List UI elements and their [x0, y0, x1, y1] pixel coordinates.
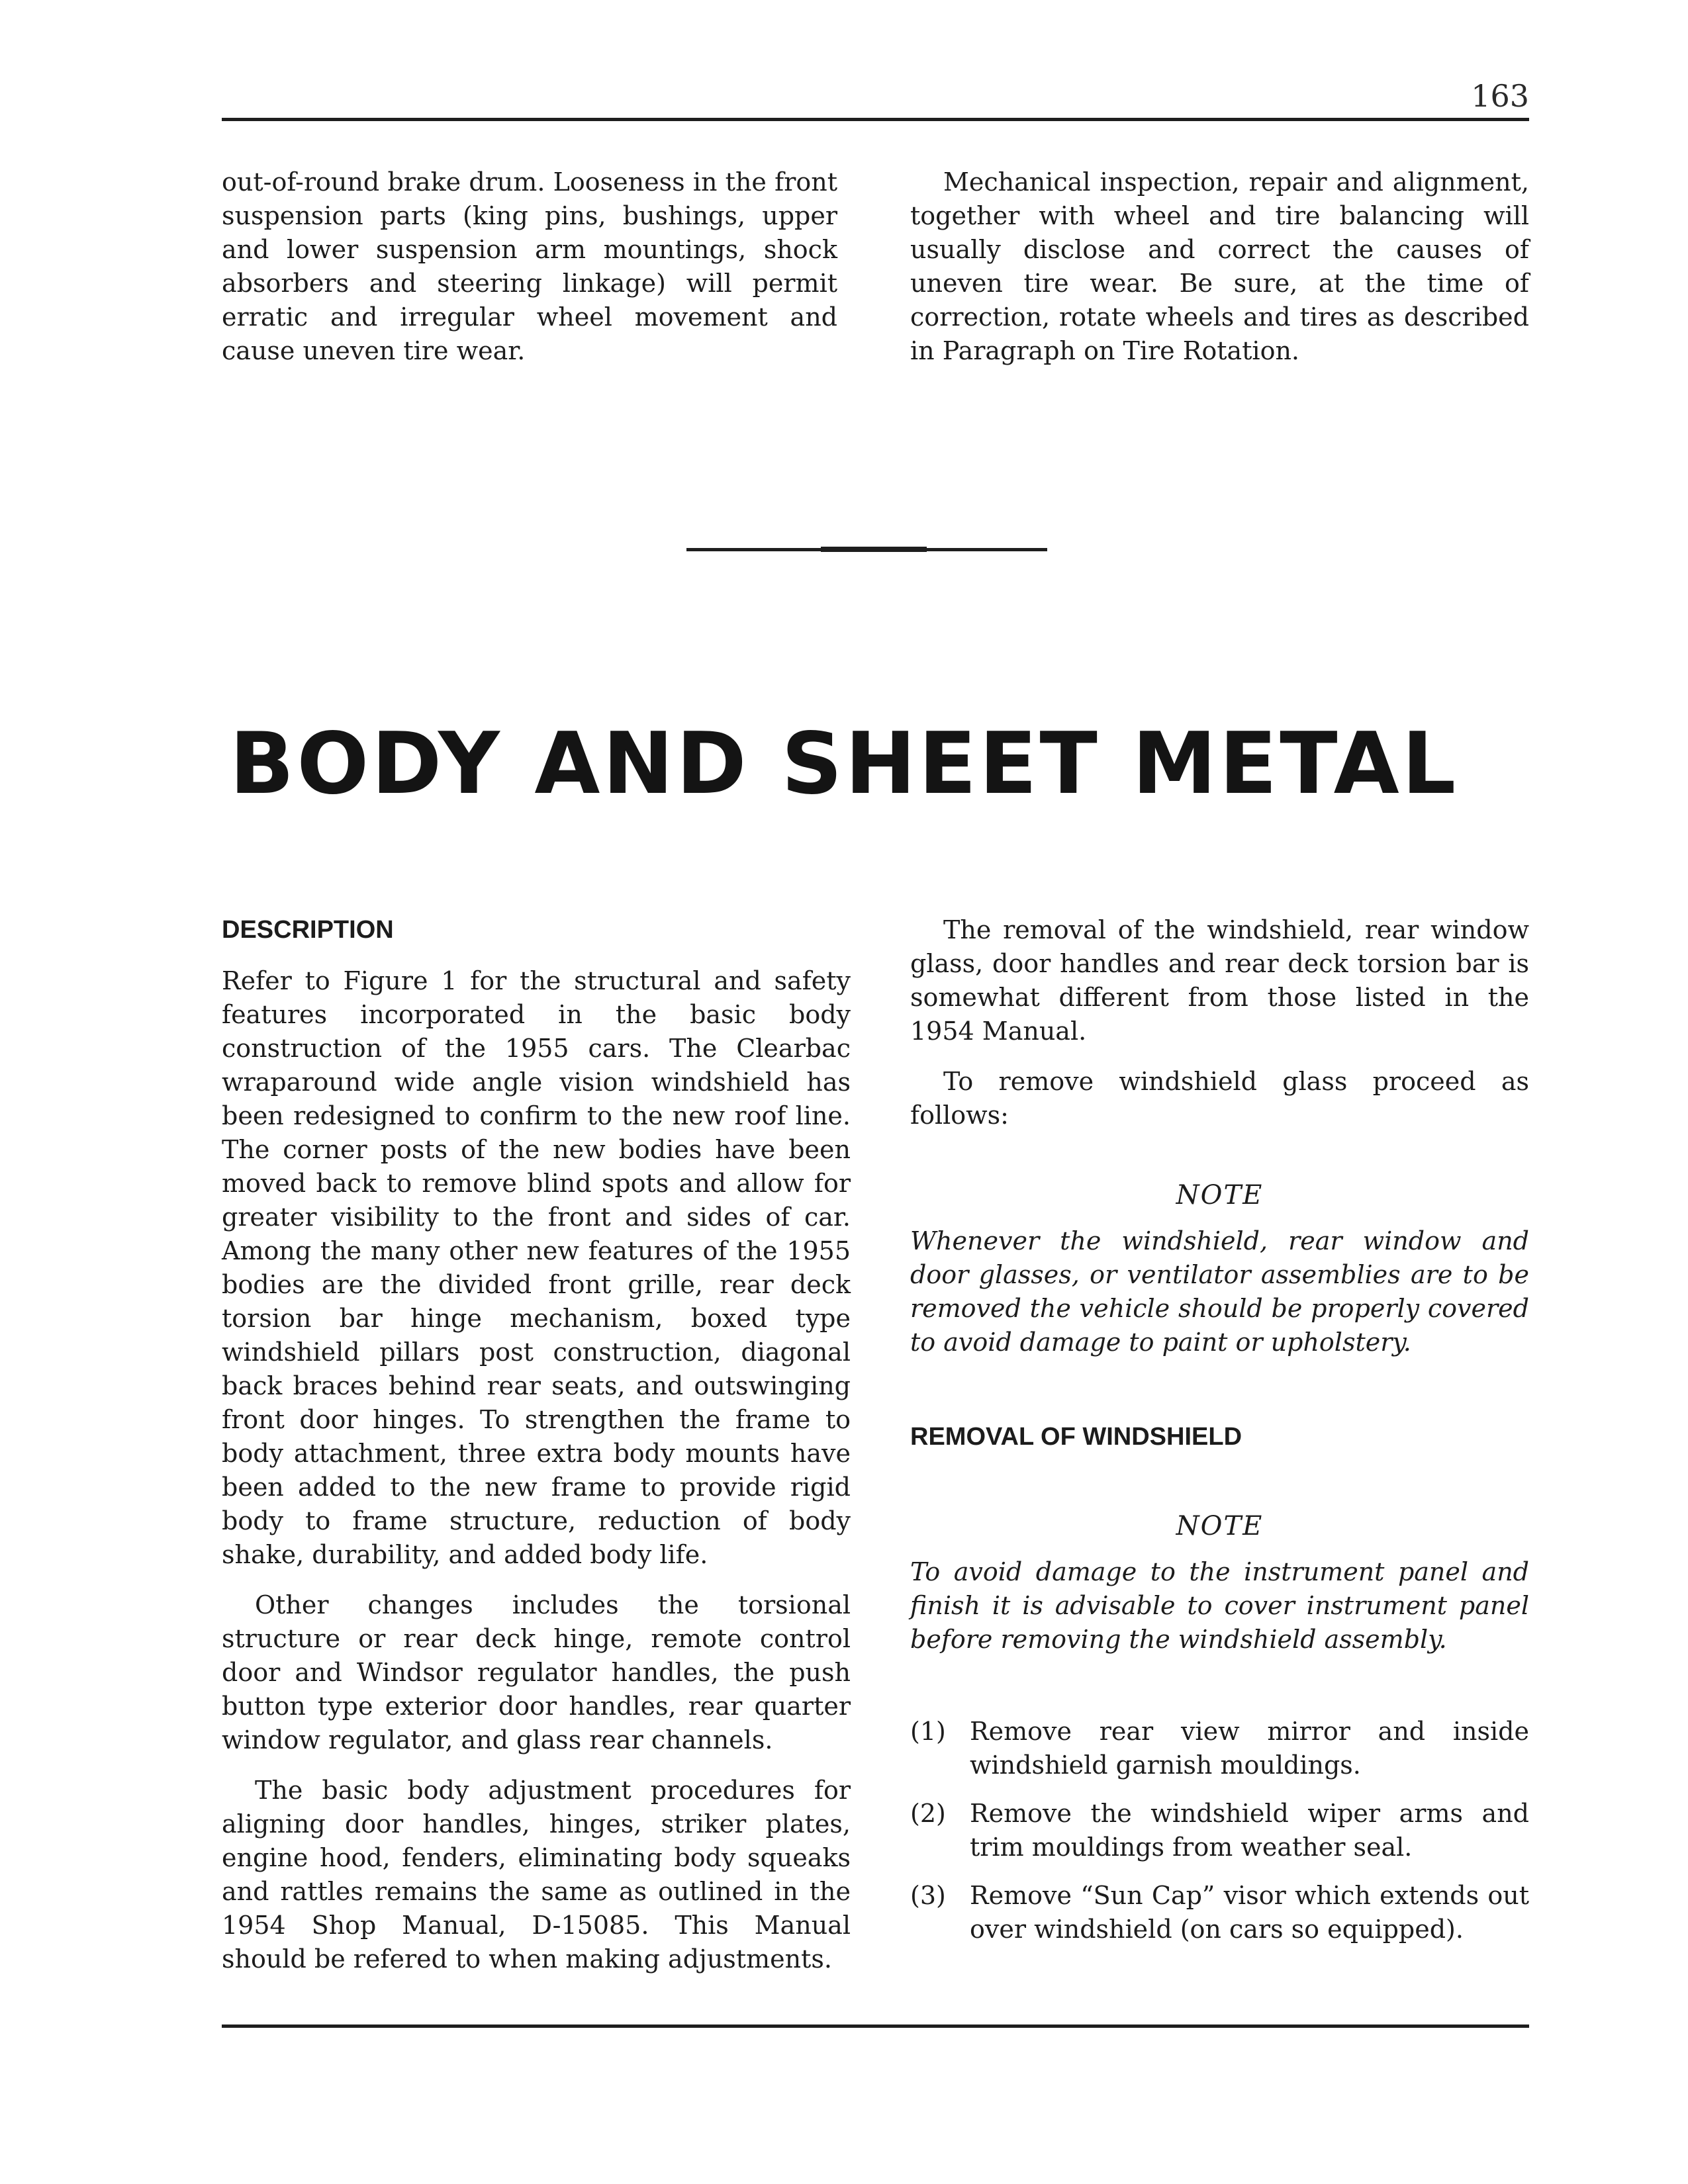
- note-body: To avoid damage to the instrument panel and finish it is advisable to cover instrument panel before removing the windshield assembly.: [910, 1557, 1529, 1654]
- top-right-column: [910, 165, 1529, 368]
- page-number: 163: [1471, 78, 1529, 114]
- top-left-paragraph: out-of-round brake drum. Looseness in the front suspension parts (king pins, bushings, upper and lower suspension arm mountings, shock absorbers and steering linkage) will permit erratic and irregular wheel movement and cause uneven tire wear.: [222, 167, 837, 365]
- footer-rule: [222, 2025, 1529, 2028]
- removal-column: [910, 913, 1529, 1946]
- intro-paragraph: The removal of the windshield, rear window glass, door handles and rear deck torsion bar is somewhat different from those listed in the 1954 Manual.: [910, 915, 1529, 1046]
- top-right-paragraph: Mechanical inspection, repair and alignment, together with wheel and tire balancing will usually disclose and correct the causes of uneven tire wear. Be sure, at the time of correction, rotate wheels and tires as described in Paragraph on Tire Rotation.: [910, 167, 1529, 365]
- step-number: (1): [910, 1717, 946, 1746]
- intro-paragraph: To remove windshield glass proceed as follows:: [910, 1067, 1529, 1130]
- list-item: [910, 1879, 1529, 1946]
- removal-steps: [910, 1715, 1529, 1946]
- description-paragraph: Other changes includes the torsional structure or rear deck hinge, remote control door and Windsor regulator handles, the push button type exterior door handles, rear quarter window regulator, and glass rear channels.: [222, 1590, 851, 1754]
- list-item: [910, 1797, 1529, 1864]
- note-title: NOTE: [1176, 1511, 1264, 1541]
- header-rule: [222, 118, 1529, 121]
- removal-heading: REMOVAL OF WINDSHIELD: [910, 1423, 1243, 1451]
- step-text: Remove “Sun Cap” visor which extends out over windshield (on cars so equipped).: [970, 1881, 1529, 1944]
- description-paragraph: The basic body adjustment procedures for aligning door handles, hinges, striker plates, engine hood, fenders, eliminating body squeaks and rattles remains the same as outlined in the 1954 Shop Manual, D-15085. This Manual should be refered to when making adjustments.: [222, 1776, 851, 1974]
- step-text: Remove the windshield wiper arms and trim mouldings from weather seal.: [970, 1799, 1529, 1862]
- note-title: NOTE: [1176, 1180, 1264, 1210]
- list-item: [910, 1715, 1529, 1782]
- step-number: (2): [910, 1799, 946, 1828]
- description-heading: DESCRIPTION: [222, 916, 394, 944]
- section-divider-accent: [821, 547, 927, 552]
- top-left-column: [222, 165, 837, 368]
- description-paragraph: Refer to Figure 1 for the structural and safety features incorporated in the basic body construction of the 1955 cars. The Clearbac wraparound wide angle vision windshield has been redesigned to confirm to the new roof line. The corner posts of the new bodies have been moved back to remove blind spots and allow for greater visibility to the front and sides of car. Among the many other new features of the 1955 bodies are the divided front grille, rear deck torsion bar hinge mechanism, boxed type windshield pillars post construction, diagonal back braces behind rear seats, and outswinging front door hinges. To strengthen the frame to body attachment, three extra body mounts have been added to the new frame to provide rigid body to frame structure, reduction of body shake, durability, and added body life.: [222, 966, 851, 1569]
- step-text: Remove rear view mirror and inside windshield garnish mouldings.: [970, 1717, 1529, 1780]
- section-title: BODY AND SHEET METAL: [229, 715, 1459, 813]
- note-body: Whenever the windshield, rear window and door glasses, or ventilator assemblies are to be removed the vehicle should be properly covered to avoid damage to paint or upholstery.: [910, 1226, 1529, 1357]
- description-column: [222, 913, 851, 1976]
- step-number: (3): [910, 1881, 946, 1910]
